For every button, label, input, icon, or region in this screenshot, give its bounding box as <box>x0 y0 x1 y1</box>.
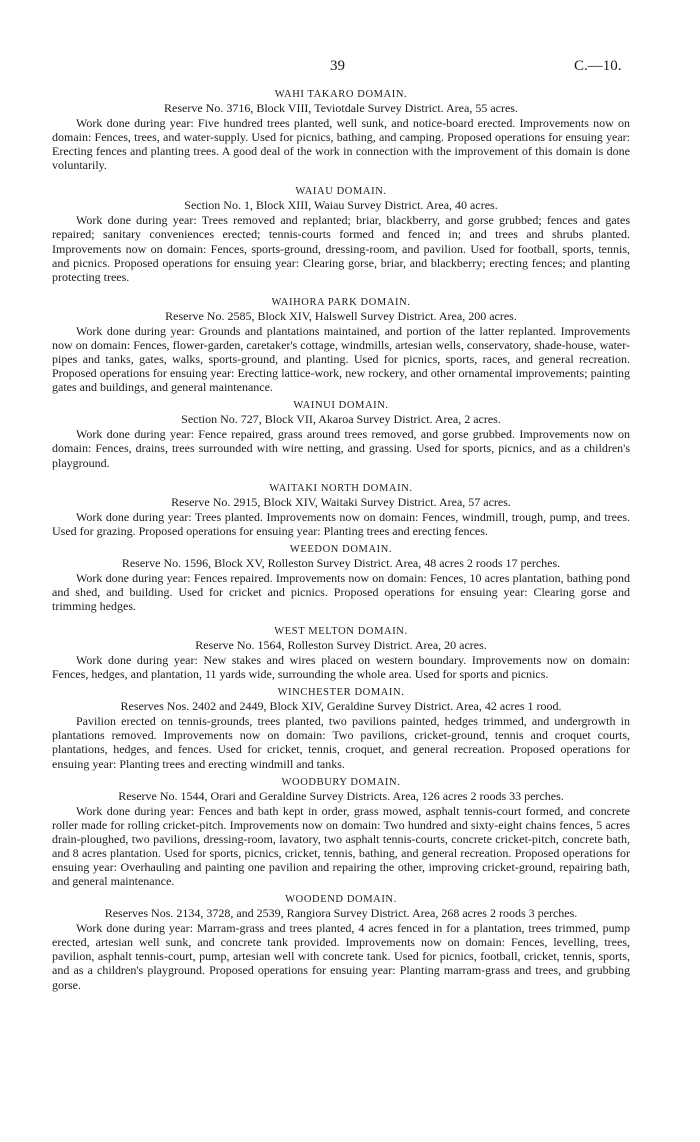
section-west-melton <box>52 625 630 681</box>
section-body: Work done during year: Fence repaired, grass around trees removed, and gorse grubbed. Improvements now on domain: Fences, drains, trees surrounded with wire netting, and grassing. Used for sports, picnics, and as a children's playground. <box>52 427 630 470</box>
section-title: WOODEND DOMAIN. <box>285 894 397 906</box>
section-title: WAIAU DOMAIN. <box>295 186 387 198</box>
page-number: 39 <box>330 58 345 74</box>
section-subtitle: Reserve No. 1596, Block XV, Rolleston Survey District. Area, 48 acres 2 roods 17 perches. <box>121 555 561 570</box>
section-subtitle: Section No. 727, Block VII, Akaroa Survey District. Area, 2 acres. <box>181 412 501 427</box>
section-title: WAIHORA PARK DOMAIN. <box>271 296 411 308</box>
section-waitaki-north <box>52 482 630 538</box>
section-body: Work done during year: Fences and bath kept in order, grass mowed, asphalt tennis-court formed, and concrete roller made for rolling cricket-pitch. Improvements now on domain: Two hundred and sixty-eight chains fences, 5 acres drain-ploughed, two pavilions, dressing-room, lavatory, two asphalt tennis-courts, concrete cricket-pitch, concrete bath, and 8 acres plantation. Used for sports, picnics, cricket, tennis, bathing, and general recreation. Proposed operations for ensuing year: Overhauling and painting one pavilion and repairing the other, improving cricket-ground, repairing bath, and general maintenance. <box>52 803 630 889</box>
section-subtitle: Reserve No. 1544, Orari and Geraldine Survey Districts. Area, 126 acres 2 roods 33 perches. <box>118 788 564 803</box>
section-subtitle: Reserve No. 3716, Block VIII, Teviotdale Survey District. Area, 55 acres. <box>164 101 518 115</box>
section-wainui <box>52 399 630 469</box>
section-body: Work done during year: Trees planted. Improvements now on domain: Fences, windmill, trough, pump, and trees. Used for grazing. Proposed operations for ensuing year: Planting trees and erecting fences. <box>52 509 630 538</box>
section-weedon <box>52 543 630 613</box>
section-waihora-park <box>52 296 630 394</box>
section-title: WAITAKI NORTH DOMAIN. <box>269 482 413 494</box>
section-body: Work done during year: Grounds and plantations maintained, and portion of the latter replanted. Improvements now on domain: Fences, flower-garden, caretaker's cottage, windmills, artesian wells, conservatory, shade-house, water-pipes and tanks, gates, walks, sports-ground, and planting. Used for picnics, sports, races, and general recreation. Proposed operations for ensuing year: Erecting lattice-work, new rockery, and other ornamental improvements; painting gates and buildings, and general maintenance. <box>52 323 630 395</box>
section-winchester <box>52 686 630 770</box>
section-subtitle: Section No. 1, Block XIII, Waiau Survey District. Area, 40 acres. <box>184 198 498 213</box>
page-header <box>0 58 700 78</box>
section-title: WEST MELTON DOMAIN. <box>274 626 408 638</box>
section-body: Work done during year: Marram-grass and trees planted, 4 acres fenced in for a plantation, trees trimmed, pump erected, artesian well sunk, and concrete tank provided. Improvements now on domain: Fences, levelling, trees, pavilion, asphalt tennis-court, pump, artesian well with concrete tank. Used for picnics, football, cricket, tennis, sports, and as a children's playground. Proposed operations for ensuing year: Planting marram-grass and trees, and grubbing gorse. <box>52 921 630 992</box>
section-subtitle: Reserves Nos. 2134, 3728, and 2539, Rangiora Survey District. Area, 268 acres 2 roods 3 perches. <box>104 906 578 921</box>
section-title: WEEDON DOMAIN. <box>289 543 393 555</box>
section-subtitle: Reserves Nos. 2402 and 2449, Block XIV, Geraldine Survey District. Area, 42 acres 1 rood. <box>120 699 562 714</box>
section-title: WAINUI DOMAIN. <box>293 400 389 412</box>
section-woodend <box>52 893 630 991</box>
section-body: Work done during year: Fences repaired. Improvements now on domain: Fences, 10 acres plantation, bathing pond and shed, and building. Used for cricket and picnics. Proposed operations for ensuing year: Clearing gorse and trimming hedges. <box>52 570 630 613</box>
section-title: WOODBURY DOMAIN. <box>281 776 401 788</box>
section-body: Work done during year: New stakes and wires placed on western boundary. Improvements now on domain: Fences, hedges, and plantation, 11 yards wide, surrounding the whole area. Used for sports and picnics. <box>52 653 630 682</box>
page-reference: C.—10. <box>574 58 622 74</box>
section-subtitle: Reserve No. 1564, Rolleston Survey District. Area, 20 acres. <box>195 638 487 653</box>
section-title: WINCHESTER DOMAIN. <box>277 687 405 699</box>
section-body: Work done during year: Trees removed and replanted; briar, blackberry, and gorse grubbed; fences and gates repaired; sanitary conveniences erected; tennis-courts formed and fenced in; and trees and shrubs planted. Improvements now on domain: Fences, sports-ground, dressing-room, and pavilion. Used for football, sports, tennis, and picnics. Proposed operations for ensuing year: Clearing gorse, briar, and blackberry; erecting fences; and planting protecting trees. <box>52 213 630 284</box>
section-woodbury <box>52 776 630 889</box>
content <box>52 88 630 992</box>
section-body: Pavilion erected on tennis-grounds, trees planted, two pavilions painted, hedges trimmed, and undergrowth in plantations removed. Improvements now on domain: Two pavilions, cricket-ground, tennis and croquet courts, plantations, hedges, and fences. Used for cricket, tennis, croquet, and general recreation. Proposed operations for ensuing year: Planting trees and erecting windmill and tanks. <box>52 714 630 771</box>
section-title: WAHI TAKARO DOMAIN. <box>274 89 408 100</box>
section-waiau <box>52 185 630 283</box>
section-body: Work done during year: Five hundred trees planted, well sunk, and notice-board erected. Improvements now on domain: Fences, trees, and water-supply. Used for picnics, bathing, and camping. Proposed operations for ensuing year: Erecting fences and planting trees. A good deal of the work in connection with the improvement of this domain is done voluntarily. <box>52 116 630 173</box>
section-wahi-takaro <box>52 88 630 172</box>
section-subtitle: Reserve No. 2915, Block XIV, Waitaki Survey District. Area, 57 acres. <box>171 494 511 509</box>
section-subtitle: Reserve No. 2585, Block XIV, Halswell Survey District. Area, 200 acres. <box>165 308 517 323</box>
